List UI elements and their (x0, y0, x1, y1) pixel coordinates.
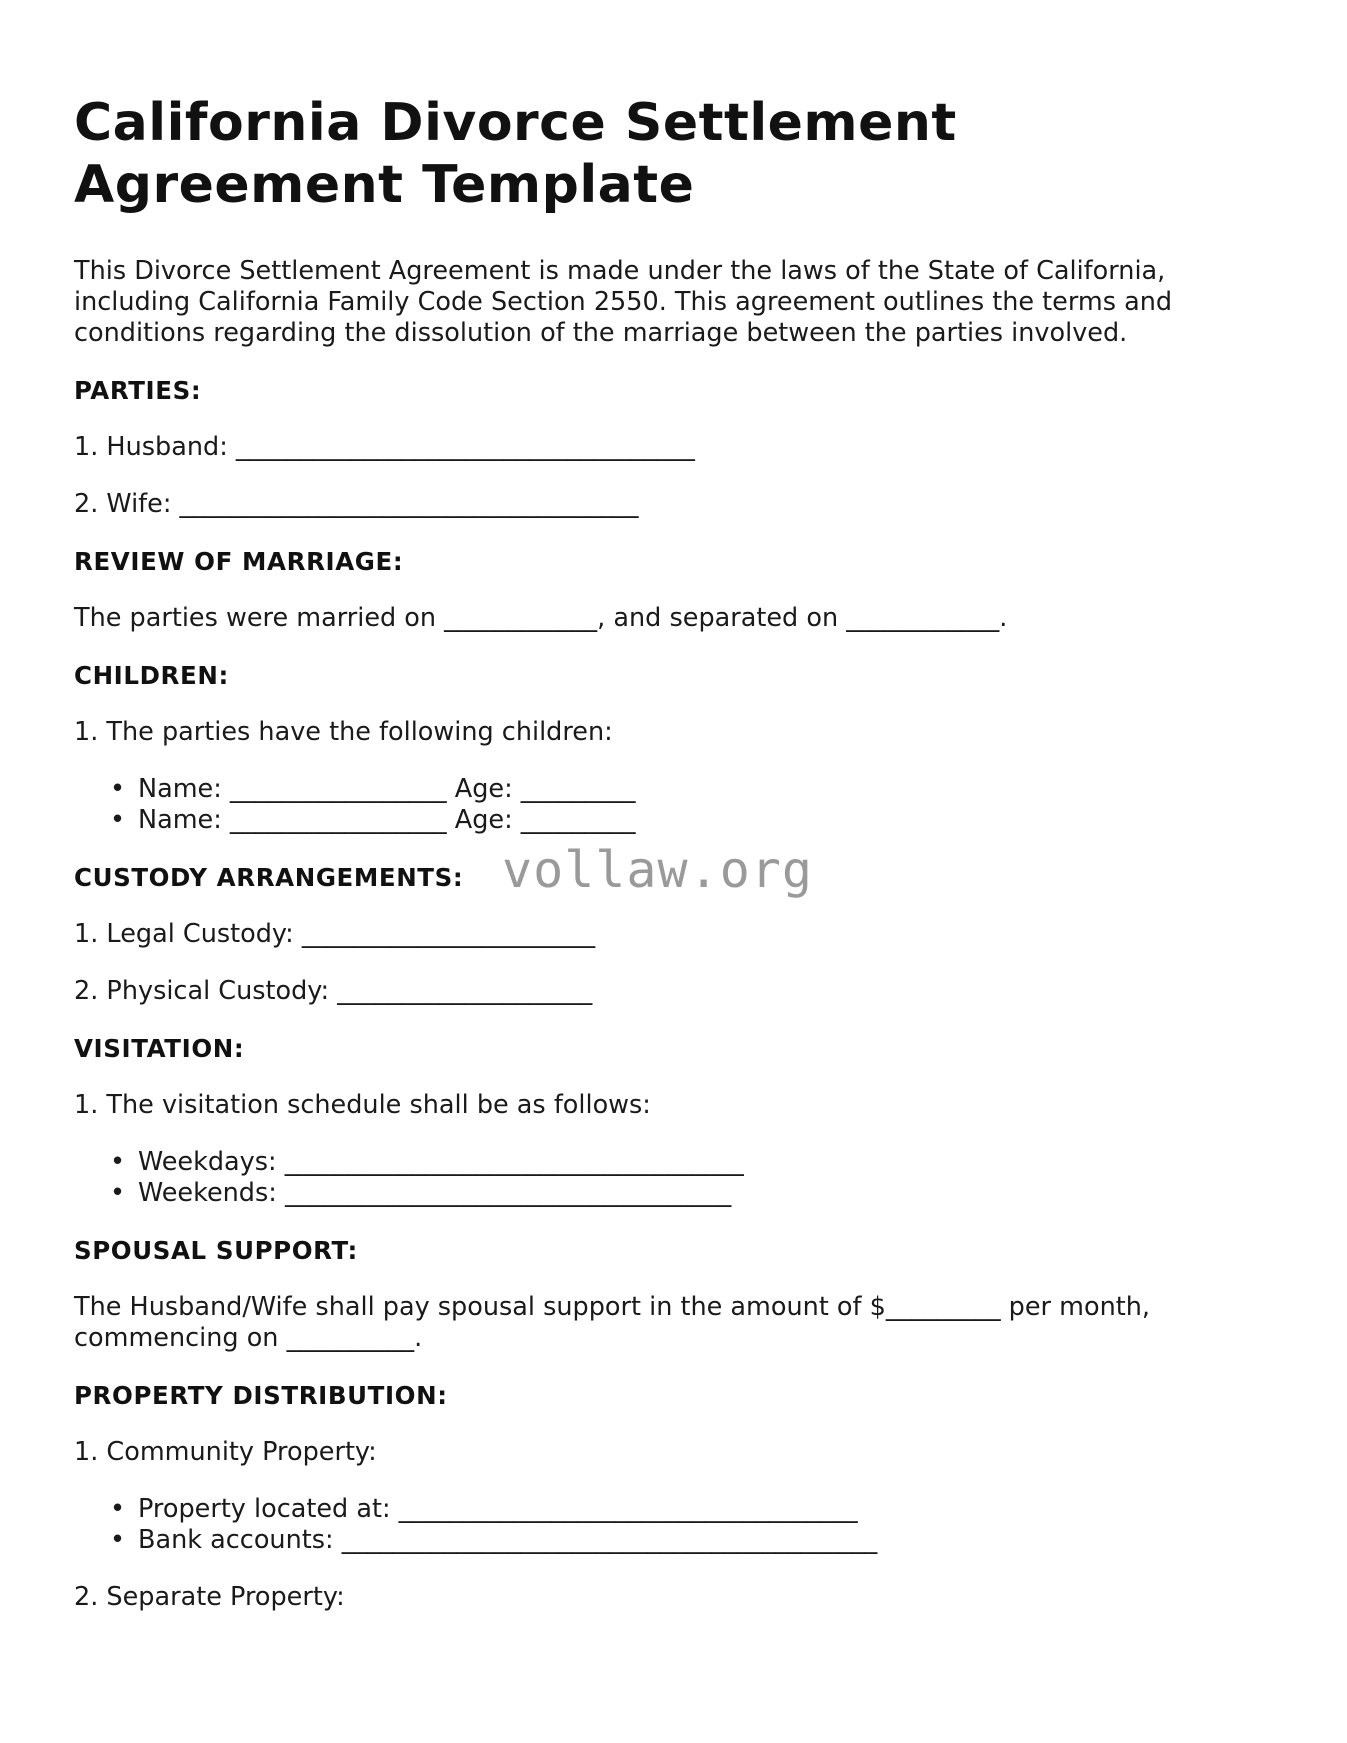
intro-line-1: This Divorce Settlement Agreement is made under the laws of the State of California, (74, 256, 1166, 286)
visitation-heading: VISITATION: (74, 1034, 245, 1063)
visitation-intro-text: 1. The visitation schedule shall be as follows: (74, 1090, 651, 1120)
title-line-2: Agreement Template (74, 155, 695, 215)
list-item (110, 805, 1274, 836)
intro-line-2: including California Family Code Section 2550. This agreement outlines the terms and (74, 287, 1173, 317)
child-entry: Name: _________________ Age: _________ (138, 805, 636, 835)
weekdays-field: Weekdays: ____________________________________ (138, 1147, 744, 1177)
visitation-list (74, 1147, 1274, 1209)
children-heading: CHILDREN: (74, 661, 229, 690)
bullet-icon: • (110, 1178, 126, 1208)
page-title (74, 92, 1274, 216)
intro-paragraph (74, 256, 1274, 349)
separate-property-label: 2. Separate Property: (74, 1582, 345, 1612)
bank-accounts-field: Bank accounts: __________________________________________ (138, 1525, 878, 1555)
legal-custody-field: 1. Legal Custody: _______________________ (74, 919, 596, 949)
bullet-icon: • (110, 805, 126, 835)
community-property-list (74, 1494, 1274, 1556)
spousal-support-line-2: commencing on __________. (74, 1323, 423, 1353)
wife-field: 2. Wife: ____________________________________ (74, 489, 639, 519)
title-line-1: California Divorce Settlement (74, 93, 957, 153)
children-intro-text: 1. The parties have the following children: (74, 717, 613, 747)
list-item (110, 1525, 1274, 1556)
parties-heading: PARTIES: (74, 376, 202, 405)
spousal-support-heading: SPOUSAL SUPPORT: (74, 1236, 358, 1265)
list-item (110, 774, 1274, 805)
list-item (110, 1178, 1274, 1209)
list-item (110, 1494, 1274, 1525)
property-location-field: Property located at: ____________________________________ (138, 1494, 858, 1524)
watermark: vollaw.org (502, 841, 814, 899)
intro-line-3: conditions regarding the dissolution of the marriage between the parties involved. (74, 318, 1128, 348)
spousal-support-line-1: The Husband/Wife shall pay spousal support in the amount of $_________ per month, (74, 1292, 1151, 1322)
custody-heading: CUSTODY ARRANGEMENTS: (74, 863, 464, 892)
physical-custody-field: 2. Physical Custody: ____________________ (74, 976, 593, 1006)
list-item (110, 1147, 1274, 1178)
weekends-field: Weekends: ___________________________________ (138, 1178, 732, 1208)
bullet-icon: • (110, 774, 126, 804)
child-entry: Name: _________________ Age: _________ (138, 774, 636, 804)
bullet-icon: • (110, 1525, 126, 1555)
spousal-support-text (74, 1292, 1274, 1354)
children-list (74, 774, 1274, 836)
review-of-marriage-heading: REVIEW OF MARRIAGE: (74, 547, 404, 576)
bullet-icon: • (110, 1494, 126, 1524)
community-property-label: 1. Community Property: (74, 1437, 377, 1467)
marriage-dates-text: The parties were married on ____________, and separated on ____________. (74, 603, 1008, 633)
bullet-icon: • (110, 1147, 126, 1177)
husband-field: 1. Husband: ____________________________________ (74, 432, 695, 462)
property-distribution-heading: PROPERTY DISTRIBUTION: (74, 1381, 448, 1410)
